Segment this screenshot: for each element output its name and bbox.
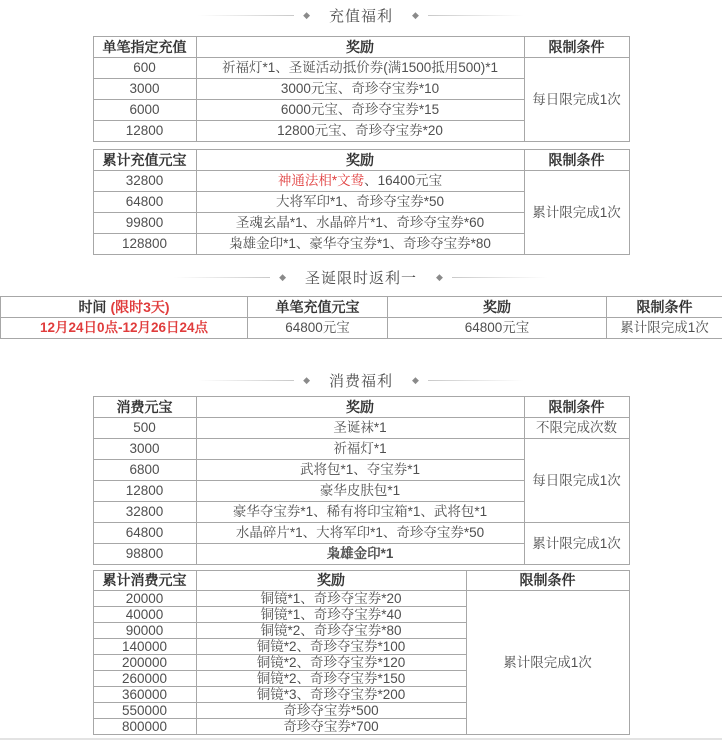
reward-cell: 铜镜*2、奇珍夺宝券*150 xyxy=(196,671,466,687)
amount-cell: 3000 xyxy=(93,79,196,100)
reward-cell: 铜镜*2、奇珍夺宝券*100 xyxy=(196,639,466,655)
table-header-row xyxy=(93,37,629,58)
reward-cell: 铜镜*2、奇珍夺宝券*80 xyxy=(196,623,466,639)
reward-cell: 豪华夺宝券*1、稀有将印宝箱*1、武将包*1 xyxy=(196,502,524,523)
amount-cell: 500 xyxy=(93,418,196,439)
table-row xyxy=(93,523,629,544)
reward-cell: 祈福灯*1、圣诞活动抵价券(满1500抵用500)*1 xyxy=(196,58,524,79)
reward-cell: 武将包*1、夺宝券*1 xyxy=(196,460,524,481)
title-divider-right xyxy=(428,15,524,16)
amount-cell: 550000 xyxy=(93,703,196,719)
time-header-text: 时间 xyxy=(78,299,106,315)
reward-header: 奖励 xyxy=(196,150,524,171)
restriction-cell: 每日限完成1次 xyxy=(524,439,629,523)
reward-cell: 3000元宝、奇珍夺宝券*10 xyxy=(196,79,524,100)
amount-cell: 32800 xyxy=(93,171,196,192)
amount-cell: 20000 xyxy=(93,591,196,607)
table-row xyxy=(93,439,629,460)
diamond-icon: ◆ xyxy=(279,273,286,282)
reward-header: 奖励 xyxy=(196,571,466,591)
title-divider-left xyxy=(198,380,294,381)
time-cell: 12月24日0点-12月26日24点 xyxy=(1,318,248,339)
reward-cell: 64800元宝 xyxy=(388,318,607,339)
table-header-row xyxy=(1,297,722,318)
amount-header: 消费元宝 xyxy=(93,397,196,418)
restriction-header: 限制条件 xyxy=(466,571,629,591)
reward-cell: 大将军印*1、奇珍夺宝券*50 xyxy=(196,192,524,213)
amount-cell: 140000 xyxy=(93,639,196,655)
diamond-icon: ◆ xyxy=(303,11,310,20)
table-row xyxy=(93,171,629,192)
amount-cell: 600 xyxy=(93,58,196,79)
reward-cell: 铜镜*3、奇珍夺宝券*200 xyxy=(196,687,466,703)
consume-single-table xyxy=(93,396,630,565)
amount-cell: 6800 xyxy=(93,460,196,481)
amount-cell: 64800元宝 xyxy=(248,318,388,339)
recharge-total-table xyxy=(93,149,630,255)
amount-cell: 99800 xyxy=(93,213,196,234)
table-header-row xyxy=(93,397,629,418)
reward-header: 奖励 xyxy=(388,297,607,318)
diamond-icon: ◆ xyxy=(412,376,419,385)
restriction-cell: 累计限完成1次 xyxy=(466,591,629,735)
reward-text: 、16400元宝 xyxy=(364,173,442,188)
amount-cell: 12800 xyxy=(93,481,196,502)
reward-cell: 枭雄金印*1、豪华夺宝券*1、奇珍夺宝券*80 xyxy=(196,234,524,255)
amount-header: 单笔指定充值 xyxy=(93,37,196,58)
amount-header: 累计消费元宝 xyxy=(93,571,196,591)
restriction-header: 限制条件 xyxy=(524,37,629,58)
reward-cell: 12800元宝、奇珍夺宝券*20 xyxy=(196,121,524,142)
time-limit-note: (限时3天) xyxy=(110,299,169,315)
table-row xyxy=(1,318,722,339)
reward-cell: 铜镜*1、奇珍夺宝券*40 xyxy=(196,607,466,623)
restriction-header: 限制条件 xyxy=(524,397,629,418)
amount-cell: 32800 xyxy=(93,502,196,523)
amount-cell: 64800 xyxy=(93,192,196,213)
reward-cell: 6000元宝、奇珍夺宝券*15 xyxy=(196,100,524,121)
restriction-header: 限制条件 xyxy=(607,297,722,318)
amount-cell: 98800 xyxy=(93,544,196,565)
reward-cell: 铜镜*1、奇珍夺宝券*20 xyxy=(196,591,466,607)
restriction-cell: 累计限完成1次 xyxy=(524,171,629,255)
table-row xyxy=(93,418,629,439)
restriction-header: 限制条件 xyxy=(524,150,629,171)
reward-cell: 圣诞袜*1 xyxy=(196,418,524,439)
restriction-cell: 累计限完成1次 xyxy=(607,318,722,339)
reward-cell: 水晶碎片*1、大将军印*1、奇珍夺宝券*50 xyxy=(196,523,524,544)
reward-cell: 奇珍夺宝券*500 xyxy=(196,703,466,719)
reward-header: 奖励 xyxy=(196,37,524,58)
table-header-row xyxy=(93,571,629,591)
restriction-cell: 累计限完成1次 xyxy=(524,523,629,565)
table-row xyxy=(93,58,629,79)
restriction-cell: 不限完成次数 xyxy=(524,418,629,439)
amount-cell: 260000 xyxy=(93,671,196,687)
amount-header: 累计充值元宝 xyxy=(93,150,196,171)
section-title-text: 充值福利 xyxy=(329,5,393,26)
amount-cell: 12800 xyxy=(93,121,196,142)
diamond-icon: ◆ xyxy=(303,376,310,385)
table-header-row xyxy=(93,150,629,171)
amount-cell: 40000 xyxy=(93,607,196,623)
bottom-divider xyxy=(0,738,722,740)
amount-cell: 90000 xyxy=(93,623,196,639)
section-title-recharge xyxy=(0,6,722,24)
diamond-icon: ◆ xyxy=(436,273,443,282)
amount-cell: 6000 xyxy=(93,100,196,121)
reward-cell: 祈福灯*1 xyxy=(196,439,524,460)
title-divider-right xyxy=(428,380,524,381)
section-title-text: 消费福利 xyxy=(329,370,393,391)
time-header xyxy=(1,297,248,318)
amount-cell: 128800 xyxy=(93,234,196,255)
amount-cell: 200000 xyxy=(93,655,196,671)
christmas-rebate-table xyxy=(0,296,722,339)
reward-cell: 铜镜*2、奇珍夺宝券*120 xyxy=(196,655,466,671)
consume-total-table xyxy=(93,570,630,735)
table-row xyxy=(93,591,629,607)
highlighted-reward-text: 神通法相*文鸯 xyxy=(278,173,364,188)
reward-cell xyxy=(196,171,524,192)
recharge-single-table xyxy=(93,36,630,142)
reward-header: 奖励 xyxy=(196,397,524,418)
section-title-christmas xyxy=(0,268,722,286)
reward-cell: 豪华皮肤包*1 xyxy=(196,481,524,502)
reward-cell: 圣魂玄晶*1、水晶碎片*1、奇珍夺宝券*60 xyxy=(196,213,524,234)
restriction-cell: 每日限完成1次 xyxy=(524,58,629,142)
amount-header: 单笔充值元宝 xyxy=(248,297,388,318)
title-divider-left xyxy=(174,277,270,278)
amount-cell: 3000 xyxy=(93,439,196,460)
title-divider-left xyxy=(198,15,294,16)
title-divider-right xyxy=(452,277,548,278)
amount-cell: 64800 xyxy=(93,523,196,544)
diamond-icon: ◆ xyxy=(412,11,419,20)
reward-cell: 枭雄金印*1 xyxy=(196,544,524,565)
amount-cell: 360000 xyxy=(93,687,196,703)
amount-cell: 800000 xyxy=(93,719,196,735)
section-title-consume xyxy=(0,371,722,389)
reward-cell: 奇珍夺宝券*700 xyxy=(196,719,466,735)
section-title-text: 圣诞限时返利一 xyxy=(305,267,417,288)
